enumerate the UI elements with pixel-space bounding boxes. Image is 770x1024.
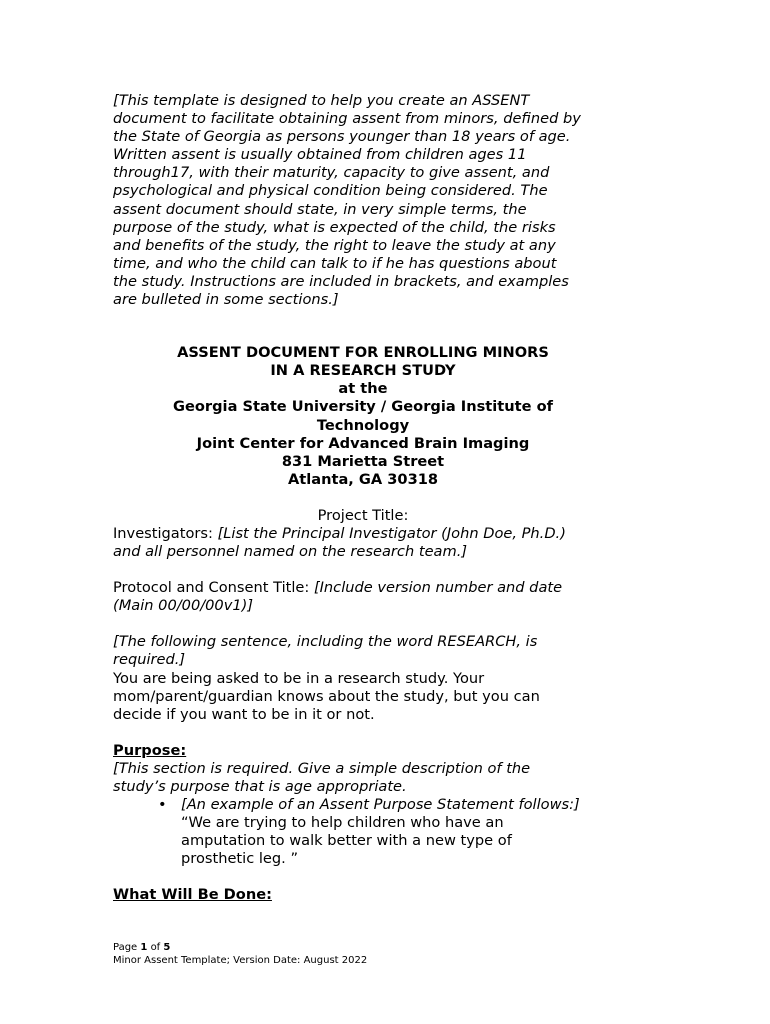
page-number xyxy=(113,941,367,954)
page-total: 5 xyxy=(163,942,171,953)
intro-line: time, and who the child can talk to if he has questions about xyxy=(113,254,557,272)
intro-line: purpose of the study, what is expected of the child, the risks xyxy=(113,218,556,236)
purpose-instruction-line: study’s purpose that is age appropriate. xyxy=(113,778,407,795)
investigators-label: Investigators: xyxy=(113,524,218,542)
page-word: Page xyxy=(113,942,138,953)
intro-line: Written assent is usually obtained from children ages 11 xyxy=(113,146,527,164)
bullet-line: “We are trying to help children who have an xyxy=(181,814,504,832)
document-heading xyxy=(113,344,613,489)
research-note-line: required.] xyxy=(113,651,186,669)
page-footer xyxy=(113,941,367,967)
invitation-line: You are being asked to be in a research study. Your xyxy=(113,669,485,687)
purpose-heading: Purpose: xyxy=(113,741,187,759)
intro-line: the study. Instructions are included in brackets, and examples xyxy=(113,272,569,290)
invitation-line: decide if you want to be in it or not. xyxy=(113,705,375,723)
research-note-line: [The following sentence, including the word RESEARCH, is xyxy=(113,633,538,651)
intro-line: the State of Georgia as persons younger than 18 years of age. xyxy=(113,128,571,146)
purpose-section xyxy=(113,742,613,869)
research-note xyxy=(113,633,613,669)
page-current: 1 xyxy=(140,942,148,953)
intro-line: through17, with their maturity, capacity to give assent, and xyxy=(113,164,550,182)
heading-line: Joint Center for Advanced Brain Imaging xyxy=(196,434,530,452)
intro-line: assent document should state, in very simple terms, the xyxy=(113,200,527,218)
purpose-instruction-line: [This section is required. Give a simple description of the xyxy=(113,759,531,777)
bullet-line: amputation to walk better with a new type of xyxy=(181,832,512,850)
heading-line: 831 Marietta Street xyxy=(281,452,445,470)
heading-line: IN A RESEARCH STUDY xyxy=(270,362,456,380)
of-word: of xyxy=(150,942,161,953)
investigators-block xyxy=(113,525,613,561)
heading-line: ASSENT DOCUMENT FOR ENROLLING MINORS xyxy=(177,344,549,362)
template-instructions xyxy=(113,92,613,309)
invitation-line: mom/parent/guardian knows about the study, but you can xyxy=(113,687,540,705)
heading-line: Georgia State University / Georgia Institute of xyxy=(173,398,553,416)
investigators-instruction: [List the Principal Investigator (John Doe, Ph.D.) xyxy=(217,524,566,542)
invitation-paragraph xyxy=(113,670,613,724)
investigators-instruction-cont: and all personnel named on the research team.] xyxy=(113,543,468,561)
protocol-block xyxy=(113,579,613,615)
intro-line: document to facilitate obtaining assent from minors, defined by xyxy=(113,110,581,128)
protocol-label: Protocol and Consent Title: xyxy=(113,579,314,597)
heading-line: Atlanta, GA 30318 xyxy=(287,470,439,488)
intro-line: [This template is designed to help you create an ASSENT xyxy=(113,92,530,109)
project-title-label: Project Title: xyxy=(317,506,409,524)
version-line: Minor Assent Template; Version Date: August 2022 xyxy=(113,955,368,966)
bullet-icon: • xyxy=(158,796,167,814)
intro-line: are bulleted in some sections.] xyxy=(113,291,339,309)
document-page xyxy=(113,92,613,905)
intro-line: psychological and physical condition being considered. The xyxy=(113,182,548,200)
bullet-line: prosthetic leg. ” xyxy=(181,850,298,868)
heading-line: Technology xyxy=(316,416,410,434)
what-will-be-done-heading: What Will Be Done: xyxy=(113,886,272,904)
heading-line: at the xyxy=(338,380,388,398)
purpose-example-bullet xyxy=(113,796,613,868)
protocol-instruction: [Include version number and date xyxy=(313,579,563,597)
protocol-instruction-cont: (Main 00/00/00v1)] xyxy=(113,597,254,615)
intro-line: and benefits of the study, the right to leave the study at any xyxy=(113,236,556,254)
bullet-line: [An example of an Assent Purpose Statement follows:] xyxy=(181,796,580,814)
